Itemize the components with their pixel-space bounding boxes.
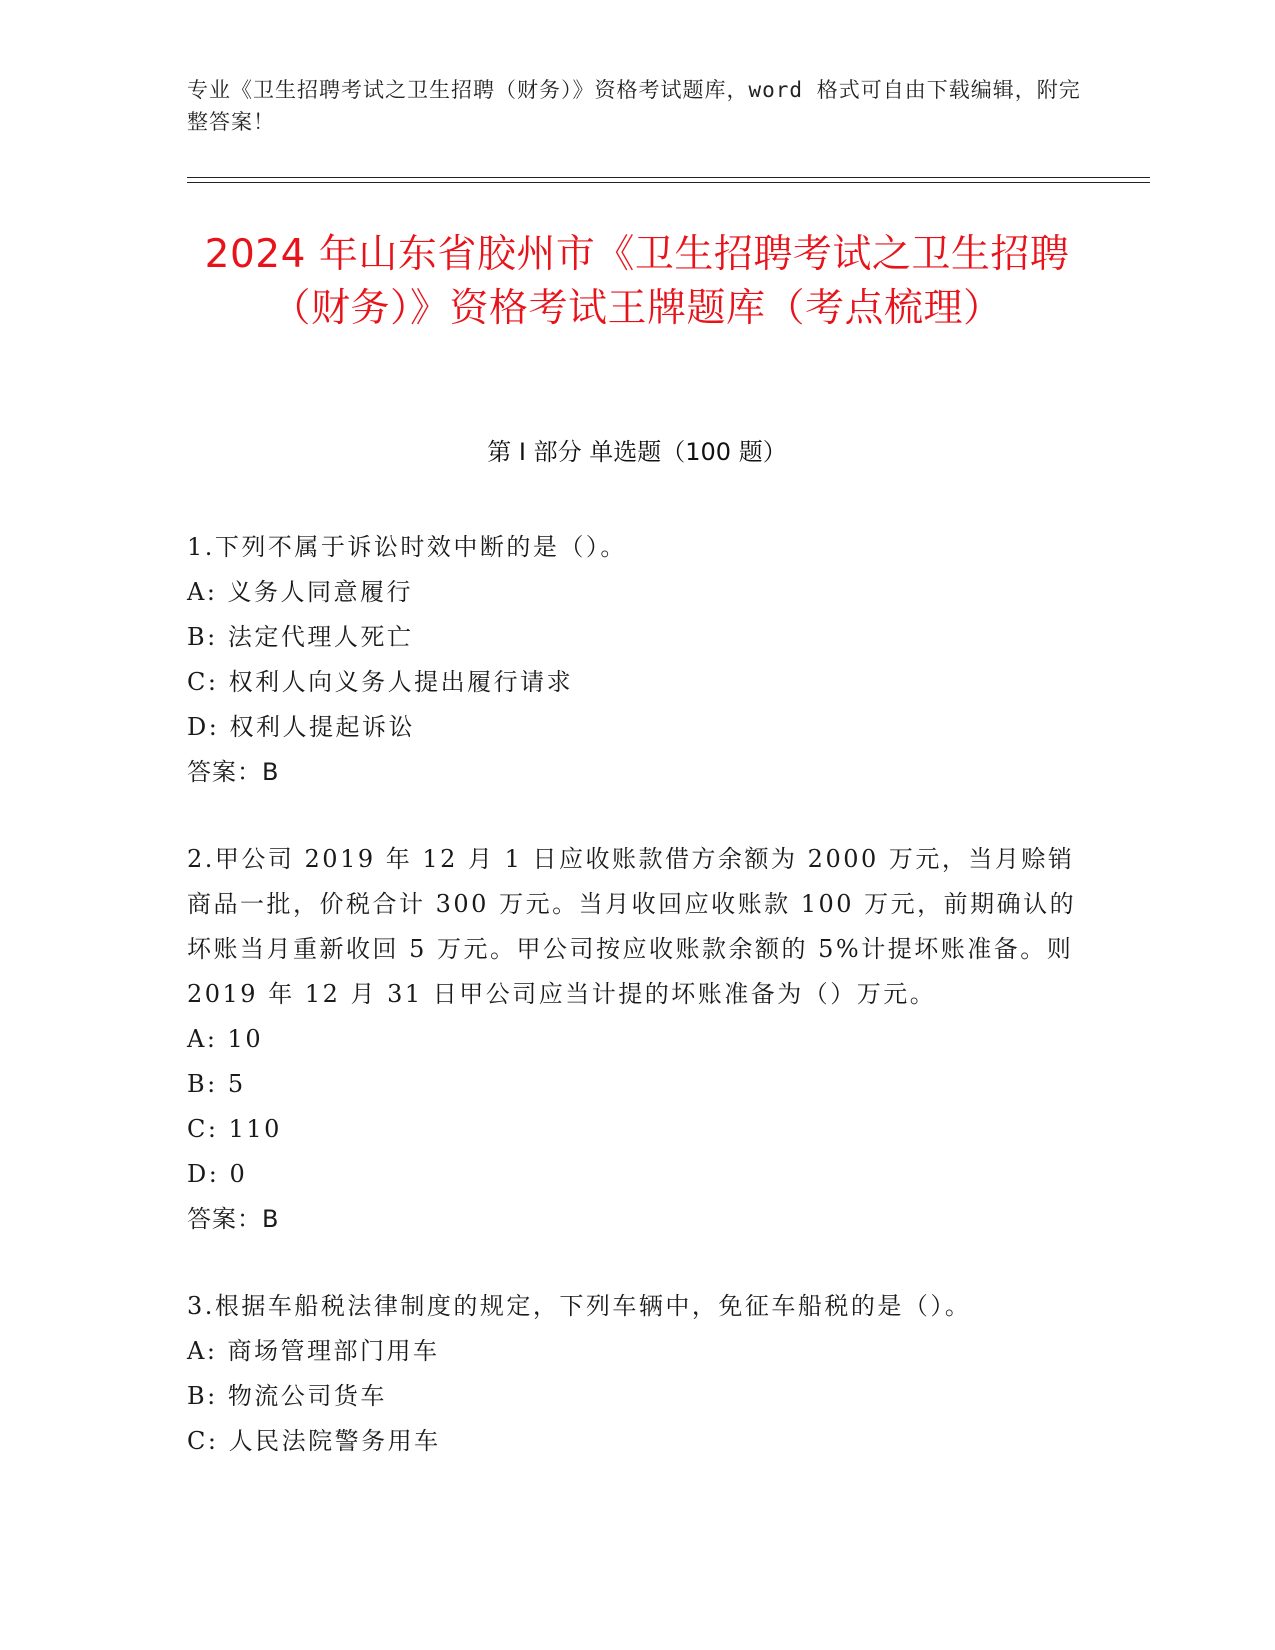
- question-list: [187, 525, 1087, 1506]
- answer: 答案：B: [187, 1205, 280, 1233]
- option-a: A: 义务人同意履行: [187, 578, 414, 606]
- header-note: 专业《卫生招聘考试之卫生招聘（财务）》资格考试题库，word 格式可自由下载编辑，附完整答案！: [187, 78, 1081, 134]
- option-b: B: 物流公司货车: [187, 1382, 387, 1410]
- question-2: [187, 837, 1087, 1242]
- option-c: C: 权利人向义务人提出履行请求: [187, 668, 574, 696]
- section-heading: 第 I 部分 单选题（100 题）: [487, 438, 787, 466]
- document-title: 2024 年山东省胶州市《卫生招聘考试之卫生招聘（财务）》资格考试王牌题库（考点梳理）: [204, 232, 1070, 331]
- question-stem: 3.根据车船税法律制度的规定，下列车辆中，免征车船税的是（）。: [187, 1292, 972, 1320]
- option-b: B: 5: [187, 1070, 246, 1098]
- option-d: D: 权利人提起诉讼: [187, 713, 415, 741]
- question-stem: 1.下列不属于诉讼时效中断的是（）。: [187, 533, 627, 561]
- question-1: [187, 525, 1087, 795]
- option-a: A: 商场管理部门用车: [187, 1337, 440, 1365]
- header-divider-top: [187, 177, 1150, 178]
- option-c: C: 人民法院警务用车: [187, 1427, 441, 1455]
- answer: 答案：B: [187, 758, 280, 786]
- question-3: [187, 1284, 1087, 1464]
- header-divider-bottom: [187, 182, 1150, 183]
- option-b: B: 法定代理人死亡: [187, 623, 414, 651]
- option-a: A: 10: [187, 1025, 264, 1053]
- option-c: C: 110: [187, 1115, 282, 1143]
- question-stem: 2.甲公司 2019 年 12 月 1 日应收账款借方余额为 2000 万元，当月赊销商品一批，价税合计 300 万元。当月收回应收账款 100 万元，前期确认的坏账当月重新收回 5 万元。甲公司按应收账款余额的 5%计提坏账准备。则 2019 年 12 月 31 日甲公司应当计提的坏账准备为（）万元。: [187, 845, 1084, 1008]
- option-d: D: 0: [187, 1160, 248, 1188]
